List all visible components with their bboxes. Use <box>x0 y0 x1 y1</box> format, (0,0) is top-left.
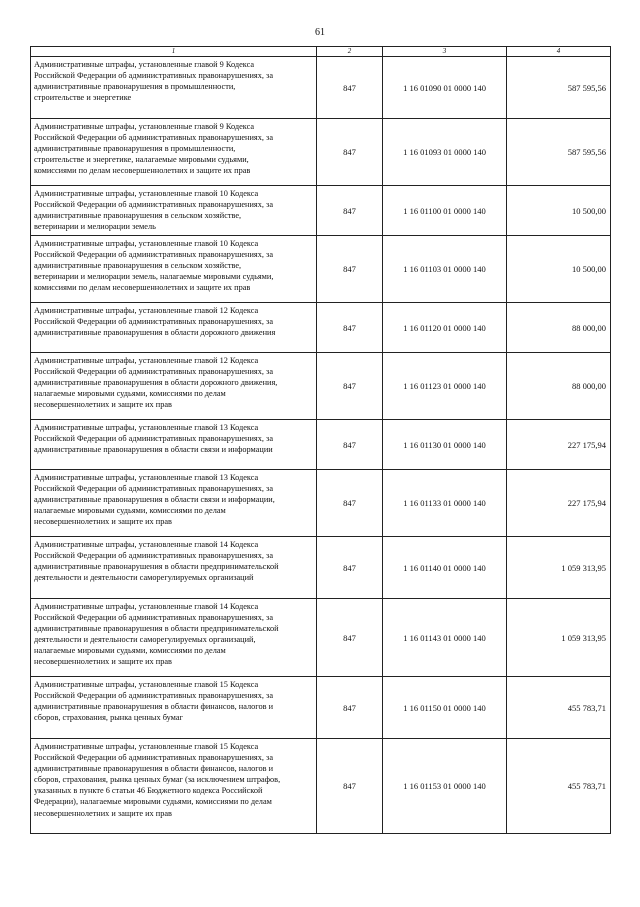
administrator-code: 847 <box>317 303 383 353</box>
revenue-amount: 587 595,56 <box>507 119 611 186</box>
description-line: Российской Федерации об административных правонарушениях, за <box>34 71 274 81</box>
description-line: сборов, страхования, рынка ценных бумаг <box>34 713 183 723</box>
budget-classification-code: 1 16 01133 01 0000 140 <box>383 470 507 537</box>
description-line: деятельности и деятельности саморегулируемых организаций, <box>34 635 256 645</box>
column-number-header-row <box>31 47 611 57</box>
description-line: сборов, страхования, рынка ценных бумаг (за исключением штрафов, <box>34 775 281 785</box>
revenue-amount: 455 783,71 <box>507 677 611 739</box>
description-line: налагаемые мировыми судьями, комиссиями по делам <box>34 646 226 656</box>
budget-classification-code: 1 16 01130 01 0000 140 <box>383 420 507 470</box>
budget-classification-code: 1 16 01090 01 0000 140 <box>383 57 507 119</box>
administrator-code: 847 <box>317 119 383 186</box>
budget-classification-code: 1 16 01120 01 0000 140 <box>383 303 507 353</box>
description-line: административные правонарушения в промышленности, <box>34 82 236 92</box>
budget-classification-code: 1 16 01123 01 0000 140 <box>383 353 507 420</box>
description-line: несовершеннолетних и защите их прав <box>34 657 172 667</box>
description-line: деятельности и деятельности саморегулируемых организаций <box>34 573 254 583</box>
table-row <box>31 739 611 834</box>
description-line: Российской Федерации об административных правонарушениях, за <box>34 551 274 561</box>
description-line: Административные штрафы, установленные главой 15 Кодекса <box>34 680 259 689</box>
administrator-code: 847 <box>317 537 383 599</box>
revenue-description <box>31 420 317 470</box>
description-line: Административные штрафы, установленные главой 14 Кодекса <box>34 540 259 549</box>
administrator-code: 847 <box>317 236 383 303</box>
revenue-description <box>31 186 317 236</box>
administrator-code: 847 <box>317 57 383 119</box>
description-line: Административные штрафы, установленные главой 13 Кодекса <box>34 473 259 482</box>
description-line: ветеринарии и мелиорации земель <box>34 222 156 232</box>
revenue-description <box>31 537 317 599</box>
description-line: Административные штрафы, установленные главой 9 Кодекса <box>34 60 255 69</box>
description-line: строительстве и энергетике <box>34 93 132 103</box>
revenue-amount: 587 595,56 <box>507 57 611 119</box>
column-header-1: 1 <box>31 47 317 57</box>
budget-classification-code: 1 16 01143 01 0000 140 <box>383 599 507 677</box>
description-line: несовершеннолетних и защите их прав <box>34 400 172 410</box>
description-line: Российской Федерации об административных правонарушениях, за <box>34 753 274 763</box>
description-line: административные правонарушения в области финансов, налогов и <box>34 702 274 712</box>
description-line: Российской Федерации об административных правонарушениях, за <box>34 434 274 444</box>
description-line: Административные штрафы, установленные главой 10 Кодекса <box>34 189 259 198</box>
table-row <box>31 57 611 119</box>
table-row <box>31 186 611 236</box>
description-line: комиссиями по делам несовершеннолетних и защите их прав <box>34 166 251 176</box>
description-line: Федерации), налагаемые мировыми судьями, комиссиями по делам <box>34 797 272 807</box>
table-row <box>31 420 611 470</box>
description-line: административные правонарушения в сельском хозяйстве, <box>34 211 242 221</box>
revenue-amount: 227 175,94 <box>507 470 611 537</box>
revenue-amount: 10 500,00 <box>507 236 611 303</box>
description-line: Российской Федерации об административных правонарушениях, за <box>34 250 274 260</box>
revenue-amount: 1 059 313,95 <box>507 537 611 599</box>
description-line: Российской Федерации об административных правонарушениях, за <box>34 367 274 377</box>
description-line: Административные штрафы, установленные главой 12 Кодекса <box>34 356 259 365</box>
description-line: Административные штрафы, установленные главой 12 Кодекса <box>34 306 259 315</box>
description-line: налагаемые мировыми судьями, комиссиями по делам <box>34 389 226 399</box>
budget-revenue-table <box>30 46 611 834</box>
page-number: 61 <box>315 27 325 38</box>
revenue-amount: 88 000,00 <box>507 303 611 353</box>
table-row <box>31 119 611 186</box>
revenue-description <box>31 739 317 834</box>
budget-classification-code: 1 16 01100 01 0000 140 <box>383 186 507 236</box>
description-line: Российской Федерации об административных правонарушениях, за <box>34 133 274 143</box>
description-line: административные правонарушения в области предпринимательской <box>34 562 279 572</box>
table-row <box>31 537 611 599</box>
budget-classification-code: 1 16 01150 01 0000 140 <box>383 677 507 739</box>
table-row <box>31 303 611 353</box>
revenue-amount: 227 175,94 <box>507 420 611 470</box>
revenue-amount: 10 500,00 <box>507 186 611 236</box>
table-row <box>31 677 611 739</box>
administrator-code: 847 <box>317 599 383 677</box>
table-row <box>31 470 611 537</box>
description-line: Административные штрафы, установленные главой 10 Кодекса <box>34 239 259 248</box>
description-line: Российской Федерации об административных правонарушениях, за <box>34 317 274 327</box>
description-line: ветеринарии и мелиорации земель, налагаемые мировыми судьями, <box>34 272 274 282</box>
column-header-2: 2 <box>317 47 383 57</box>
budget-classification-code: 1 16 01093 01 0000 140 <box>383 119 507 186</box>
revenue-amount: 1 059 313,95 <box>507 599 611 677</box>
revenue-amount: 455 783,71 <box>507 739 611 834</box>
description-line: комиссиями по делам несовершеннолетних и защите их прав <box>34 283 251 293</box>
description-line: административные правонарушения в области финансов, налогов и <box>34 764 274 774</box>
administrator-code: 847 <box>317 739 383 834</box>
revenue-description <box>31 599 317 677</box>
description-line: административные правонарушения в сельском хозяйстве, <box>34 261 242 271</box>
revenue-description <box>31 470 317 537</box>
description-line: строительстве и энергетике, налагаемые мировыми судьями, <box>34 155 249 165</box>
description-line: Российской Федерации об административных правонарушениях, за <box>34 613 274 623</box>
description-line: административные правонарушения в области связи и информации <box>34 445 273 455</box>
revenue-description <box>31 57 317 119</box>
budget-classification-code: 1 16 01153 01 0000 140 <box>383 739 507 834</box>
table-row <box>31 599 611 677</box>
description-line: Российской Федерации об административных правонарушениях, за <box>34 200 274 210</box>
revenue-amount: 88 000,00 <box>507 353 611 420</box>
administrator-code: 847 <box>317 353 383 420</box>
description-line: указанных в пункте 6 статьи 46 Бюджетного кодекса Российской <box>34 786 263 796</box>
budget-classification-code: 1 16 01140 01 0000 140 <box>383 537 507 599</box>
administrator-code: 847 <box>317 470 383 537</box>
description-line: Административные штрафы, установленные главой 13 Кодекса <box>34 423 259 432</box>
description-line: административные правонарушения в области предпринимательской <box>34 624 279 634</box>
table-row <box>31 353 611 420</box>
administrator-code: 847 <box>317 186 383 236</box>
administrator-code: 847 <box>317 677 383 739</box>
administrator-code: 847 <box>317 420 383 470</box>
description-line: Административные штрафы, установленные главой 14 Кодекса <box>34 602 259 611</box>
description-line: Административные штрафы, установленные главой 9 Кодекса <box>34 122 255 131</box>
description-line: административные правонарушения в промышленности, <box>34 144 236 154</box>
budget-classification-code: 1 16 01103 01 0000 140 <box>383 236 507 303</box>
table-row <box>31 236 611 303</box>
description-line: административные правонарушения в области дорожного движения <box>34 328 276 338</box>
description-line: административные правонарушения в области дорожного движения, <box>34 378 278 388</box>
description-line: Административные штрафы, установленные главой 15 Кодекса <box>34 742 259 751</box>
description-line: административные правонарушения в области связи и информации, <box>34 495 275 505</box>
revenue-description <box>31 303 317 353</box>
table-body <box>31 57 611 834</box>
description-line: несовершеннолетних и защите их прав <box>34 517 172 527</box>
revenue-description <box>31 119 317 186</box>
column-header-3: 3 <box>383 47 507 57</box>
description-line: несовершеннолетних и защите их прав <box>34 808 172 818</box>
description-line: налагаемые мировыми судьями, комиссиями по делам <box>34 506 226 516</box>
revenue-description <box>31 353 317 420</box>
revenue-description <box>31 236 317 303</box>
revenue-description <box>31 677 317 739</box>
description-line: Российской Федерации об административных правонарушениях, за <box>34 484 274 494</box>
description-line: Российской Федерации об административных правонарушениях, за <box>34 691 274 701</box>
column-header-4: 4 <box>507 47 611 57</box>
